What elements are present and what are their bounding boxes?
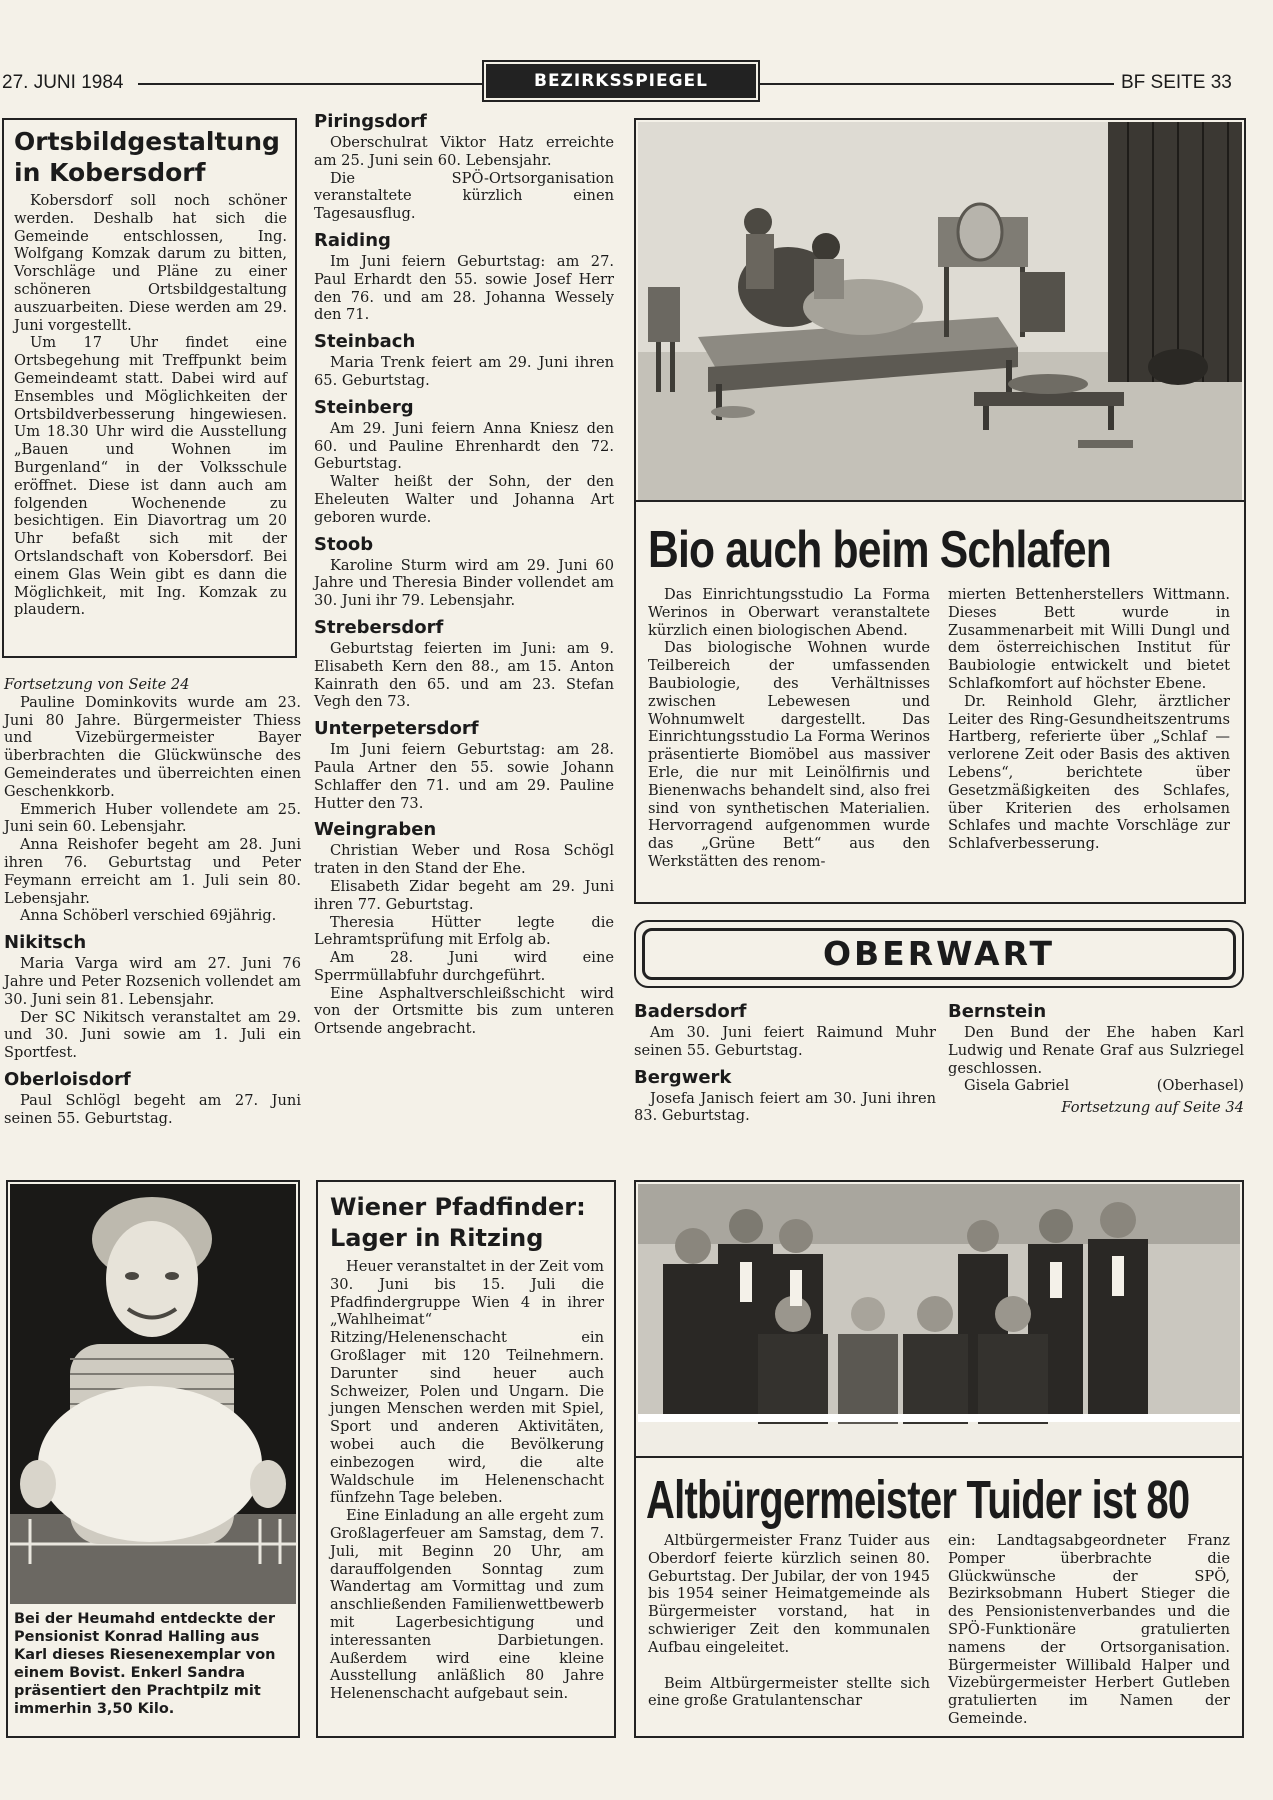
article-paragraph: Eine Asphaltverschleißschicht wird von der Ortsmitte bis zum unteren Ortsende angebracht. (314, 984, 614, 1038)
article-paragraph: Walter heißt der Sohn, der den Eheleuten Walter und Johanna Art geboren wurde. (314, 473, 614, 526)
place-heading: Unterpetersdorf (314, 718, 479, 740)
continued-note: Fortsetzung von Seite 24 (4, 676, 190, 693)
article-paragraph: Geburtstag feierten im Juni: am 9. Elisabeth Kern den 88., am 15. Anton Kainrath den 65. und am 23. Stefan Vegh den 73. (314, 639, 614, 711)
article-paragraph: Das Einrichtungsstudio La Forma Werinos in Oberwart veranstaltete kürzlich einen biologischen Abend. (648, 586, 930, 639)
article-paragraph: Christian Weber und Rosa Schögl traten in den Stand der Ehe. (314, 842, 614, 878)
article-title: Ortsbildgestaltung (14, 127, 280, 156)
article-bio-col1 (648, 586, 930, 871)
article-paragraph: Der SC Nikitsch veranstaltet am 29. und 30. Juni sowie am 1. Juli ein Sportfest. (4, 1008, 301, 1062)
article-paragraph: Elisabeth Zidar begeht am 29. Juni ihren 77. Geburtstag. (314, 877, 614, 913)
article-paragraph: Eine Einladung an alle ergeht zum Großlagerfeuer am Samstag, dem 7. Juli, mit Beginn 20 Uhr, am darauffolgenden Sonntag zum Wandertag am Vormittag und zum anschließenden Familienwettbewerb mit Lagerbesichtigung und interessanten Darbietungen. Außerdem wird eine kleine Ausstellung anläßlich 80 Jahre Helenenschacht aufgebaut sein. (330, 1507, 604, 1703)
photo-divider (636, 500, 1244, 502)
article-paragraph: Anna Schöberl verschied 69jährig. (20, 907, 277, 925)
article-title: Altbürgermeister Tuider ist 80 (646, 1470, 1190, 1530)
place-heading: Badersdorf (634, 1001, 747, 1022)
article-paragraph: Das biologische Wohnen wurde Teilbereich der umfassenden Baubiologie, des Verhältnisses zwischen Lebewesen und Wohnumwelt dargestellt. Das Einrichtungsstudio La Forma Werinos präsentierte Biomöbel aus massiver Erle, die nur mit Leinölfirnis und Bienenwachs behandelt sind, also frei sind von synthetischen Materialien. Hervorragend aufgenommen wurde das „Grüne Bett“ aus den Werkstätten des renom- (648, 639, 930, 870)
place-heading: Piringsdorf (314, 111, 427, 132)
article-paragraph: Am 30. Juni feiert Raimund Muhr seinen 55. Geburtstag. (634, 1024, 936, 1059)
header-rule-left (138, 83, 484, 85)
article-paragraph: Maria Varga wird am 27. Juni 76 Jahre und Peter Rozsenich vollendet am 30. Juni sein 81. Lebensjahr. (4, 955, 301, 1008)
article-bio-col2 (948, 586, 1230, 853)
oberwart-column-left (634, 1000, 936, 1125)
article-paragraph: Am 29. Juni feiern Anna Kniesz den 60. und Pauline Ehrenhardt den 72. Geburtstag. (314, 419, 614, 473)
section-label: BEZIRKSSPIEGEL (486, 64, 756, 98)
article-pfadfinder (316, 1180, 616, 1738)
bedroom-photo-image (638, 122, 1242, 500)
article-paragraph: Am 28. Juni wird eine Sperrmüllabfuhr durchgeführt. (314, 949, 614, 984)
article-paragraph: Josefa Janisch feiert am 30. Juni ihren 83. Geburtstag. (634, 1089, 936, 1125)
bovist-photo-image (10, 1184, 296, 1604)
article-paragraph: Heuer veranstaltet in der Zeit vom 30. Juni bis 15. Juli die Pfadfindergruppe Wien 4 in ihrer „Wahlheimat“ Ritzing/Helenenschacht ein Großlager mit 120 Teilnehmern. Darunter sind heuer auch Schweizer, Polen und Ungarn. Die jungen Menschen werden mit Spiel, Sport und anderen Aktivitäten, wobei auch die Bevölkerung einbezogen wird, die alte Waldschule im Helenenschacht fünfzehn Tage beleben. (330, 1258, 604, 1507)
article-paragraph: Kobersdorf soll noch schöner werden. Deshalb hat sich die Gemeinde entschlossen, Ing. Wolfgang Komzak darum zu bitten, Vorschläge und Pläne zu einer schöneren Ortsbildgestaltung auszuarbeiten. Diese werden am 29. Juni vorgestellt. (14, 192, 287, 334)
oberwart-column-right (948, 1000, 1244, 1117)
article-title: Bio auch beim Schlafen (648, 521, 1111, 579)
article-kobersdorf (2, 118, 297, 658)
bovist-photo (10, 1184, 296, 1604)
article-title: Wiener Pfadfinder: (330, 1193, 586, 1221)
place-heading: Bergwerk (634, 1066, 732, 1088)
article-tuider-col1 (648, 1532, 930, 1710)
photo-divider (636, 1456, 1242, 1458)
article-paragraph: ein: Landtagsabgeordneter Franz Pomper überbrachte die Glückwünsche der SPÖ, Bezirksobmann Hubert Stieger die des Pensionistenverbandes und die SPÖ-Funktionäre gratulierten namens der Ortsorganisation. Bürgermeister Willibald Halper und Vizebürgermeister Herbert Gutleben gratulierten im Namen der Gemeinde. (948, 1532, 1230, 1727)
article-tuider (634, 1180, 1244, 1738)
place-heading: Nikitsch (4, 932, 87, 954)
place-heading: Raiding (314, 229, 391, 251)
place-heading: Oberloisdorf (4, 1068, 131, 1090)
oberwart-banner (634, 920, 1244, 988)
article-paragraph: Dr. Reinhold Glehr, ärztlicher Leiter des Ring-Gesundheitszentrums Hartberg, referierte über „Schlaf — verlorene Zeit oder Basis des aktiven Lebens“, berichtete über Gesetzmäßigkeiten des Schlafes, über Kriterien des erholsamen Schlafes und machte Vorschläge zur Schlafverbesserung. (948, 692, 1230, 853)
article-paragraph: Altbürgermeister Franz Tuider aus Oberdorf feierte kürzlich seinen 80. Geburtstag. Der Jubilar, der von 1945 bis 1954 seiner Heimatgemeinde als Bürgermeister vorstand, hat in schwieriger Zeit den kommunalen Aufbau eingeleitet. (648, 1532, 930, 1656)
place-heading: Strebersdorf (314, 616, 444, 638)
article-paragraph: Emmerich Huber vollendete am 25. Juni sein 60. Lebensjahr. (4, 800, 301, 836)
byline-name: Gisela Gabriel (964, 1077, 1070, 1095)
continued-note: Fortsetzung auf Seite 34 (1061, 1099, 1244, 1117)
article-paragraph: Den Bund der Ehe haben Karl Ludwig und Renate Graf aus Sulzriegel geschlossen. (948, 1024, 1244, 1077)
place-heading: Bernstein (948, 1001, 1047, 1022)
photo-caption: Bei der Heumahd entdeckte der Pensionist Konrad Halling aus Karl dieses Riesenexemplar von einem Bovist. Enkerl Sandra präsentiert den Prachtpilz mit immerhin 3,50 Kilo. (14, 1611, 276, 1717)
article-middle-column (314, 110, 614, 1038)
place-heading: Steinberg (314, 396, 414, 418)
article-paragraph: Im Juni feiern Geburtstag: am 27. Paul Erhardt den 55. sowie Josef Herr den 76. und am 28. Johanna Wessely den 71. (314, 252, 614, 324)
article-paragraph: Pauline Dominkovits wurde am 23. Juni 80 Jahre. Bürgermeister Thiess und Vizebürgermeister Bayer überbrachten die Glückwünsche des Gemeinderates und überreichten einen Geschenkkorb. (4, 693, 301, 800)
place-heading: Steinbach (314, 331, 416, 353)
article-bovist (6, 1180, 300, 1738)
banner-label: OBERWART (642, 928, 1236, 980)
article-paragraph: mierten Bettenherstellers Wittmann. Dieses Bett wurde in Zusammenarbeit mit Willi Dungl und dem österreichischen Institut für Baubiologie entwickelt und bietet Schlafkomfort auf höchster Ebene. (948, 586, 1230, 692)
article-title: Lager in Ritzing (330, 1224, 544, 1252)
article-bio (634, 118, 1246, 904)
place-heading: Weingraben (314, 819, 437, 841)
article-continued-left (4, 676, 301, 1128)
byline (948, 1077, 1244, 1095)
issue-date: 27. JUNI 1984 (2, 72, 124, 93)
article-paragraph: Karoline Sturm wird am 29. Juni 60 Jahre und Theresia Binder vollendet am 30. Juni ihr 79. Lebensjahr. (314, 556, 614, 610)
article-title: in Kobersdorf (14, 158, 206, 187)
article-paragraph: Oberschulrat Viktor Hatz erreichte am 25. Juni sein 60. Lebensjahr. (314, 134, 614, 169)
place-heading: Stoob (314, 533, 374, 555)
header-rule-right (758, 83, 1114, 85)
article-paragraph: Paul Schlögl begeht am 27. Juni seinen 55. Geburtstag. (4, 1091, 301, 1127)
page-number: BF SEITE 33 (1121, 72, 1232, 93)
article-tuider-col2 (948, 1532, 1230, 1728)
group-photo (638, 1184, 1240, 1456)
article-paragraph: Maria Trenk feiert am 29. Juni ihren 65. Geburtstag. (314, 354, 614, 389)
article-paragraph: Anna Reishofer begeht am 28. Juni ihren 76. Geburtstag und Peter Feymann erreicht am 1. Juli sein 80. Lebensjahr. (4, 836, 301, 907)
byline-place: (Oberhasel) (1156, 1077, 1244, 1095)
article-paragraph: Beim Altbürgermeister stellte sich eine große Gratulantenschar (648, 1674, 930, 1710)
article-paragraph: Die SPÖ-Ortsorganisation veranstaltete kürzlich einen Tagesausflug. (314, 169, 614, 223)
group-photo-image (638, 1184, 1240, 1456)
article-paragraph: Im Juni feiern Geburtstag: am 28. Paula Artner den 55. sowie Johann Schlaffer den 71. und am 29. Pauline Hutter den 73. (314, 741, 614, 812)
article-paragraph: Theresia Hütter legte die Lehramtsprüfung mit Erfolg ab. (314, 913, 614, 949)
bedroom-photo (638, 122, 1242, 500)
article-paragraph: Um 17 Uhr findet eine Ortsbegehung mit Treffpunkt beim Gemeindeamt statt. Dabei wird auf Ensembles und Möglichkeiten der Ortsbildverbesserung hingewiesen. Um 18.30 Uhr wird die Ausstellung „Bauen und Wohnen im Burgenland“ in der Volksschule eröffnet. Diese ist dann auch am folgenden Wochenende zu besichtigen. Ein Diavortrag um 20 Uhr befaßt sich mit der Ortslandschaft von Kobersdorf. Bei einem Glas Wein gibt es dann die Möglichkeit, mit Ing. Komzak zu plaudern. (14, 334, 287, 619)
